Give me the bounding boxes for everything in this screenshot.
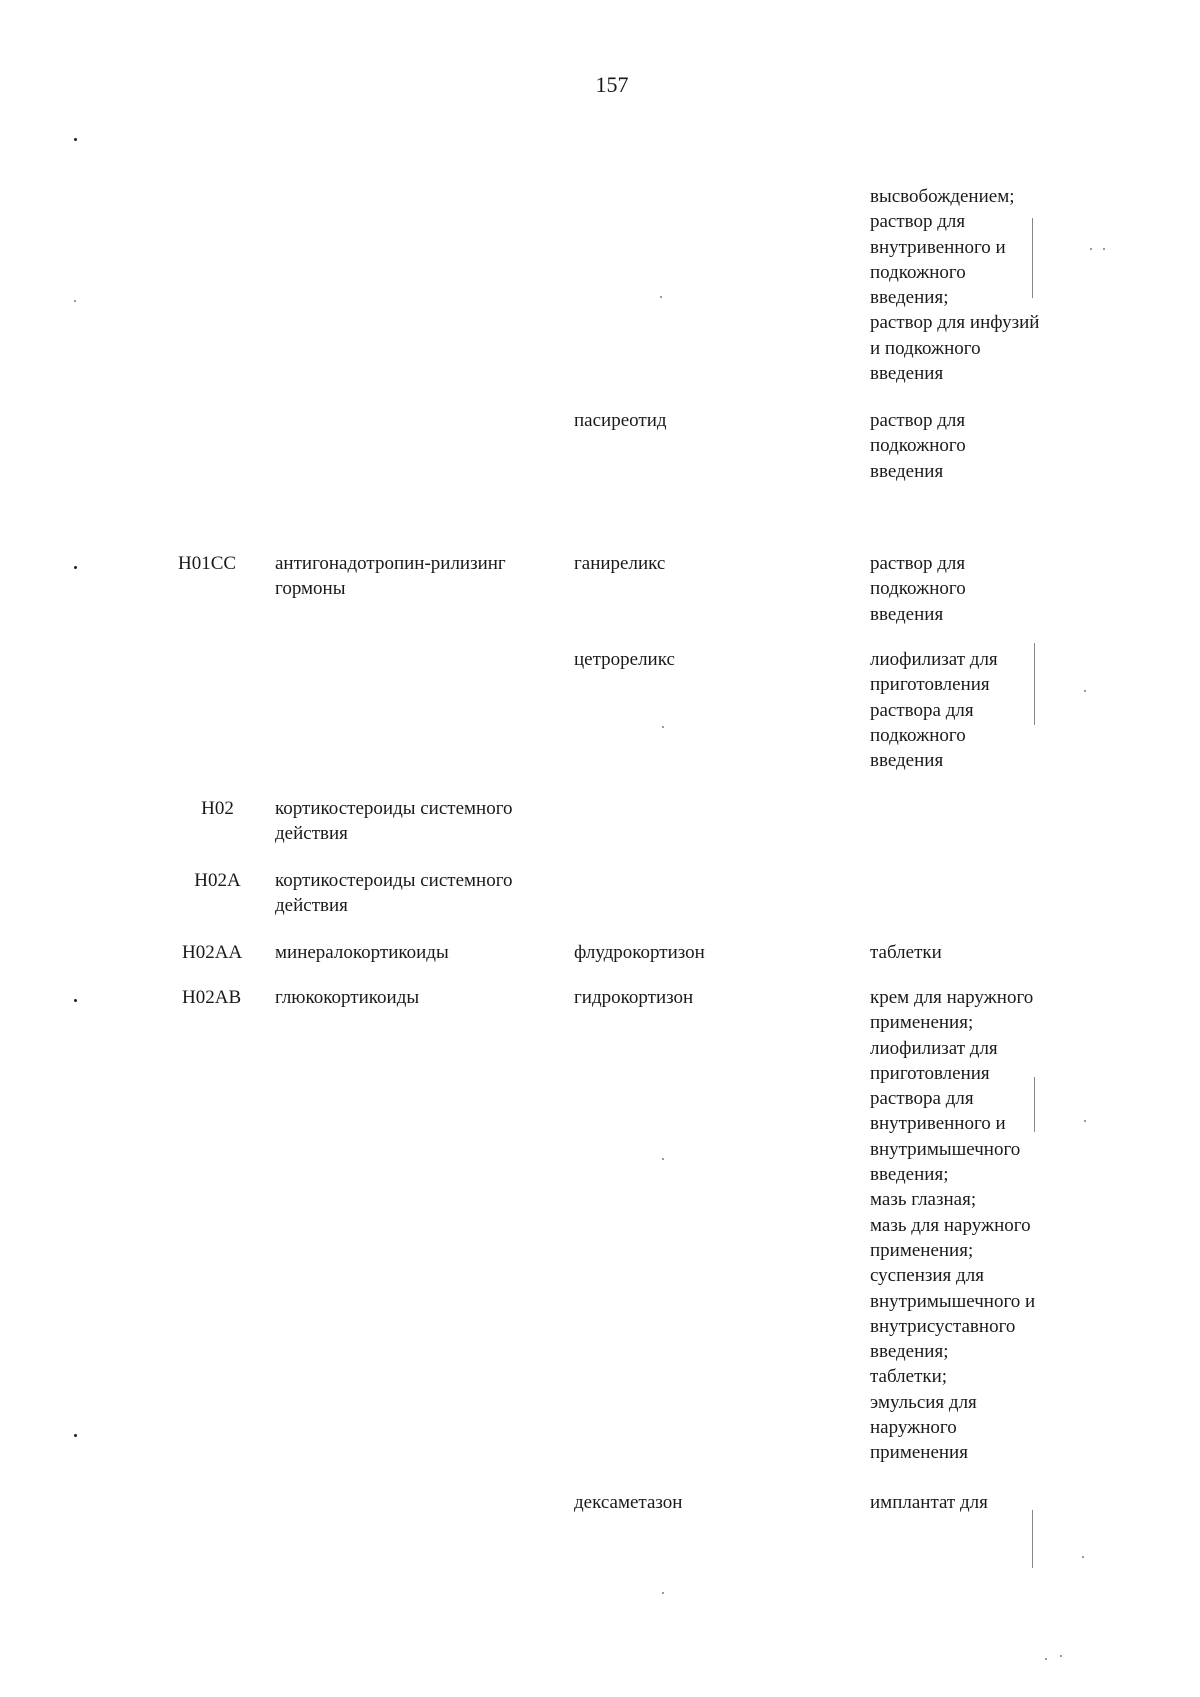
form-line: и подкожного <box>870 337 981 359</box>
form-line: таблетки; <box>870 1366 948 1388</box>
form-line: внутримышечного и <box>870 1290 1036 1312</box>
form-line: введения; <box>870 1341 949 1363</box>
group-line: антигонадотропин-рилизинг <box>275 553 506 574</box>
dosage-forms <box>870 1490 1140 1515</box>
atc-code: H02A <box>194 870 241 891</box>
form-line: лиофилизат для <box>870 1037 998 1059</box>
form-line: мазь глазная; <box>870 1189 977 1211</box>
form-line: раствор для <box>870 553 966 574</box>
group-line: минералокортикоиды <box>275 942 449 963</box>
scan-speck <box>660 296 662 298</box>
scan-speck <box>1084 690 1086 692</box>
group-line: действия <box>275 895 348 917</box>
scan-speck <box>1082 1556 1084 1558</box>
drug-name: флудрокортизон <box>574 942 705 963</box>
dosage-forms <box>870 408 1140 484</box>
form-line: имплантат для <box>870 1492 988 1513</box>
atc-code: H02AA <box>182 942 243 963</box>
scan-dot <box>74 999 77 1002</box>
form-line: внутривенного и <box>870 236 1006 258</box>
form-line: лиофилизат для <box>870 649 998 670</box>
form-line: введения <box>870 603 944 625</box>
form-line: введения <box>870 460 944 482</box>
form-line: введения <box>870 750 944 772</box>
form-line: внутримышечного <box>870 1138 1021 1160</box>
atc-code: H02AB <box>182 987 242 1008</box>
form-line: таблетки <box>870 942 942 963</box>
form-line: введения; <box>870 287 949 309</box>
scan-mark <box>1032 1510 1033 1568</box>
scan-speck <box>662 1158 664 1160</box>
scan-dot <box>74 566 77 569</box>
atc-code: H01CC <box>178 553 237 574</box>
atc-code: H02 <box>201 798 234 819</box>
form-line: введения <box>870 363 944 385</box>
scan-speck <box>1045 1658 1047 1660</box>
group-name <box>275 940 575 965</box>
scan-speck <box>662 1592 664 1594</box>
drug-name: пасиреотид <box>574 410 667 431</box>
scan-speck <box>74 300 76 302</box>
form-line: раствор для <box>870 410 966 431</box>
scan-speck <box>1060 1655 1062 1657</box>
form-line: суспензия для <box>870 1265 984 1287</box>
form-line: введения; <box>870 1164 949 1186</box>
drug-name: ганиреликс <box>574 553 666 574</box>
group-name <box>275 868 575 919</box>
form-line: внутривенного и <box>870 1113 1006 1135</box>
form-line: подкожного <box>870 724 966 746</box>
form-line: раствор для инфузий <box>870 312 1040 334</box>
form-line: применения; <box>870 1239 974 1261</box>
group-line: гормоны <box>275 578 346 600</box>
scan-speck <box>1090 248 1092 250</box>
scan-dot <box>74 1434 77 1437</box>
dosage-forms <box>870 647 1140 773</box>
form-line: приготовления <box>870 1062 990 1084</box>
scan-speck <box>662 726 664 728</box>
drug-name: цетрореликс <box>574 649 675 670</box>
scan-speck <box>1084 1120 1086 1122</box>
page-number: 157 <box>595 72 629 97</box>
scan-dot <box>74 138 77 141</box>
form-line: раствора для <box>870 1088 974 1110</box>
dosage-forms <box>870 985 1140 1466</box>
form-line: приготовления <box>870 674 990 696</box>
dosage-forms <box>870 551 1140 627</box>
form-line: применения; <box>870 1012 974 1034</box>
group-name <box>275 796 575 847</box>
form-line: эмульсия для <box>870 1391 977 1413</box>
form-line: наружного <box>870 1417 957 1439</box>
drug-name: гидрокортизон <box>574 987 694 1008</box>
form-line: раствора для <box>870 699 974 721</box>
group-line: глюкокортикоиды <box>275 987 420 1008</box>
group-line: кортикостероиды системного <box>275 870 513 891</box>
form-line: мазь для наружного <box>870 1214 1031 1236</box>
scan-mark <box>1034 1077 1035 1132</box>
group-name <box>275 551 575 602</box>
form-line: раствор для <box>870 211 966 233</box>
form-line: подкожного <box>870 261 966 283</box>
dosage-forms <box>870 184 1140 386</box>
group-line: кортикостероиды системного <box>275 798 513 819</box>
scan-mark <box>1032 218 1033 298</box>
form-line: применения <box>870 1442 968 1464</box>
scan-mark <box>1034 643 1035 725</box>
form-line: крем для наружного <box>870 987 1034 1008</box>
form-line: подкожного <box>870 435 966 457</box>
form-line: внутрисуставного <box>870 1315 1016 1337</box>
group-line: действия <box>275 823 348 845</box>
scan-speck <box>1103 248 1105 250</box>
dosage-forms <box>870 940 1140 965</box>
group-name <box>275 985 575 1010</box>
form-line: высвобождением; <box>870 186 1015 207</box>
drug-name: дексаметазон <box>574 1492 683 1513</box>
form-line: подкожного <box>870 578 966 600</box>
